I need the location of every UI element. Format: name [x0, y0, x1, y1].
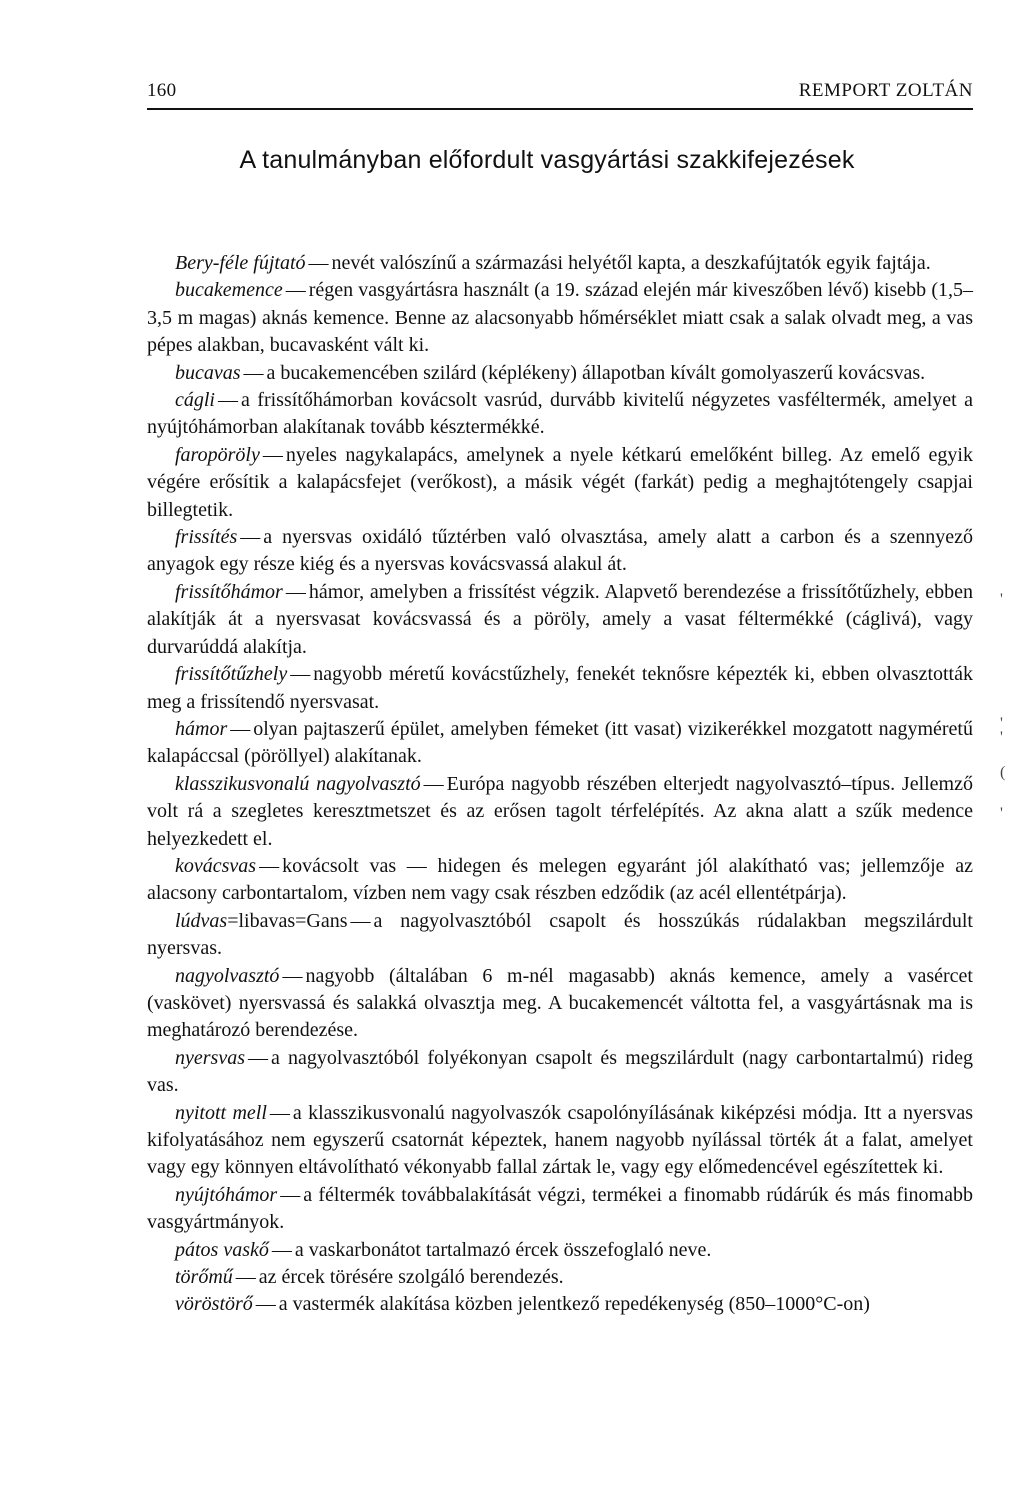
glossary-term: frissítőhámor	[175, 580, 283, 603]
em-dash: —	[247, 1046, 268, 1069]
em-dash: —	[271, 1238, 292, 1261]
glossary-definition: az ércek törésére szolgáló berendezés.	[258, 1266, 564, 1289]
em-dash: —	[243, 361, 264, 384]
glossary-definition: a nagyolvasztóból csapolt és hosszúkás rúdalakban megszilárdult nyersvas.	[147, 909, 973, 960]
glossary-term: nyitott mell	[175, 1101, 267, 1124]
glossary-entry	[147, 771, 973, 853]
glossary-term: nagyolvasztó	[175, 964, 280, 987]
glossary-term-synonyms: =libavas=Gans	[227, 909, 348, 932]
running-header	[147, 70, 973, 110]
glossary-definition: a klasszikusvonalú nagyolvaszók csapolónyílásának kiképzési módja. Itt a nyersvas kifolyatásához nem egyszerű csatornát képeztek, hanem nagyobb nyílással törték át a falat, amelyet vagy egy könnyen eltávolítható vékonyabb fallal zártak le, vagy egy előmedencével egészítettek ki.	[147, 1101, 973, 1179]
glossary-definition: a nyersvas oxidáló tűztérben való olvasztása, amely alatt a carbon és a szennyező anyagok egy része kiég és a nyersvas kovácsvassá alakul át.	[147, 526, 973, 576]
glossary-entry	[147, 908, 973, 963]
glossary-term: vöröstörő	[175, 1293, 253, 1316]
glossary-entry	[147, 387, 973, 442]
em-dash: —	[262, 443, 283, 466]
glossary-term: nyújtóhámor	[175, 1183, 278, 1206]
margin-marks	[1000, 0, 1020, 1495]
glossary-definition: nagyobb méretű kovácstűzhely, fenekét teknősre képezték ki, ebben olvasztották meg a frissítendő nyersvasat.	[147, 663, 973, 713]
glossary-definition: a frissítőhámorban kovácsolt vasrúd, durvább kivitelű négyzetes vasféltermék, amelyet a nyújtóhámorban alakítanak tovább késztermékké.	[147, 389, 973, 439]
em-dash: —	[280, 1183, 301, 1206]
running-author: REMPORT ZOLTÁN	[798, 80, 973, 101]
em-dash: —	[235, 1266, 256, 1289]
glossary-term: pátos vaskő	[175, 1238, 269, 1261]
em-dash: —	[350, 909, 371, 932]
glossary-term: cágli	[175, 389, 215, 412]
glossary-term: klasszikusvonalú nagyolvasztó	[175, 772, 421, 795]
page-number: 160	[147, 80, 177, 101]
glossary-entry	[147, 1100, 973, 1182]
glossary-definition: olyan pajtaszerű épület, amelyben fémeket (itt vasat) vizikerékkel mozgatott nagyméretű kalapáccsal (pöröllyel) alakítanak.	[147, 717, 973, 768]
glossary-entry	[147, 250, 973, 277]
em-dash: —	[218, 389, 238, 412]
glossary-term: faropöröly	[175, 443, 260, 466]
em-dash: —	[240, 526, 261, 549]
glossary-entry	[147, 579, 973, 661]
margin-mark: '	[1000, 715, 1003, 732]
glossary-entry	[147, 1264, 973, 1291]
glossary-term: bucavas	[175, 361, 241, 384]
glossary-term: hámor	[175, 717, 228, 740]
em-dash: —	[269, 1101, 290, 1124]
glossary-title: A tanulmányban előfordult vasgyártási szakkifejezések	[239, 146, 855, 174]
em-dash: —	[259, 854, 280, 877]
glossary-definition: a bucakemencében szilárd (képlékeny) állapotban kívált gomolyaszerű kovácsvas.	[266, 361, 926, 384]
glossary-entry	[147, 853, 973, 908]
glossary-definition: nagyobb (általában 6 m-nél magasabb) aknás kemence, amely a vasércet (vaskövet) nyersvassá és salakká olvasztja meg. A bucakemencét váltotta fel, a vasgyártásnak ma is meghatározó berendezése.	[147, 964, 973, 1042]
glossary-term: törőmű	[175, 1266, 233, 1289]
glossary-term: frissítőtűzhely	[175, 663, 288, 686]
glossary-definition: régen vasgyártásra használt (a 19. század elején már kiveszőben lévő) kisebb (1,5–3,5 m magas) aknás kemence. Benne az alacsonyabb hőmérséklet miatt csak a salak olvadt meg, a vas pépes alakban, bucavasként vált ki.	[147, 279, 973, 357]
em-dash: —	[230, 717, 251, 740]
glossary-entry	[147, 360, 973, 387]
glossary-definition: nevét valószínű a származási helyétől kapta, a deszkafújtatók egyik fajtája.	[331, 252, 931, 274]
glossary-definition: Európa nagyobb részében elterjedt nagyolvasztó–típus. Jellemző volt rá a szegletes keresztmetszet és az erősen tagolt térfelépítés. Az akna alatt a szűk medence helyezkedett el.	[147, 772, 973, 850]
glossary-definition: a nagyolvasztóból folyékonyan csapolt és megszilárdult (nagy carbontartalmú) rideg vas.	[147, 1046, 973, 1097]
em-dash: —	[285, 279, 306, 302]
glossary-definition: a vastermék alakítása közben jelentkező repedékenység (850–1000°C-on)	[278, 1293, 870, 1316]
margin-mark: '	[1000, 805, 1003, 822]
glossary-entry	[147, 524, 973, 579]
glossary-definition: a féltermék továbbalakítását végzi, termékei a finomabb rúdárúk és más finomabb vasgyártmányok.	[147, 1183, 973, 1234]
document-page	[147, 70, 973, 1319]
glossary-entry	[147, 1291, 973, 1318]
em-dash: —	[290, 663, 311, 686]
em-dash: —	[255, 1293, 276, 1316]
em-dash: —	[423, 772, 444, 795]
glossary-entry	[147, 1237, 973, 1264]
glossary-definition: a vaskarbonátot tartalmazó ércek összefoglaló neve.	[294, 1238, 712, 1261]
glossary-list	[147, 250, 973, 1319]
glossary-entry	[147, 1045, 973, 1100]
glossary-term: Bery-féle fújtató	[175, 252, 306, 274]
em-dash: —	[282, 964, 303, 987]
glossary-definition: kovácsolt vas — hidegen és melegen egyaránt jól alakítható vas; jellemzője az alacsony carbontartalom, vízben nem vagy csak részben edződik (az acél ellentétpárja).	[147, 854, 973, 905]
glossary-term: kovácsvas	[175, 854, 257, 877]
glossary-entry	[147, 277, 973, 359]
margin-mark: (	[1000, 764, 1006, 781]
margin-mark: '	[1000, 729, 1003, 746]
glossary-term: lúdvas	[175, 909, 228, 932]
margin-mark: '	[1000, 591, 1003, 608]
glossary-entry	[147, 661, 973, 716]
glossary-definition: nyeles nagykalapács, amelynek a nyele kétkarú emelőként billeg. Az emelő egyik végére erősítik a kalapácsfejet (verőkost), a másik végét (farkát) pedig a meghajtótengely csapjai billegtetik.	[147, 443, 973, 521]
glossary-term: nyersvas	[175, 1046, 245, 1069]
glossary-entry	[147, 442, 973, 524]
glossary-entry	[147, 716, 973, 771]
glossary-entry	[147, 963, 973, 1045]
em-dash: —	[308, 252, 329, 274]
glossary-definition: hámor, amelyben a frissítést végzik. Alapvető berendezése a frissítőtűzhely, ebben alakítják át a nyersvasat kovácsvassá és a pöröly, amely a vasat féltermékké (cáglivá), vagy durvarúddá alakítja.	[147, 580, 973, 658]
glossary-entry	[147, 1182, 973, 1237]
glossary-term: frissítés	[175, 526, 238, 549]
glossary-term: bucakemence	[175, 279, 283, 302]
em-dash: —	[285, 580, 306, 603]
